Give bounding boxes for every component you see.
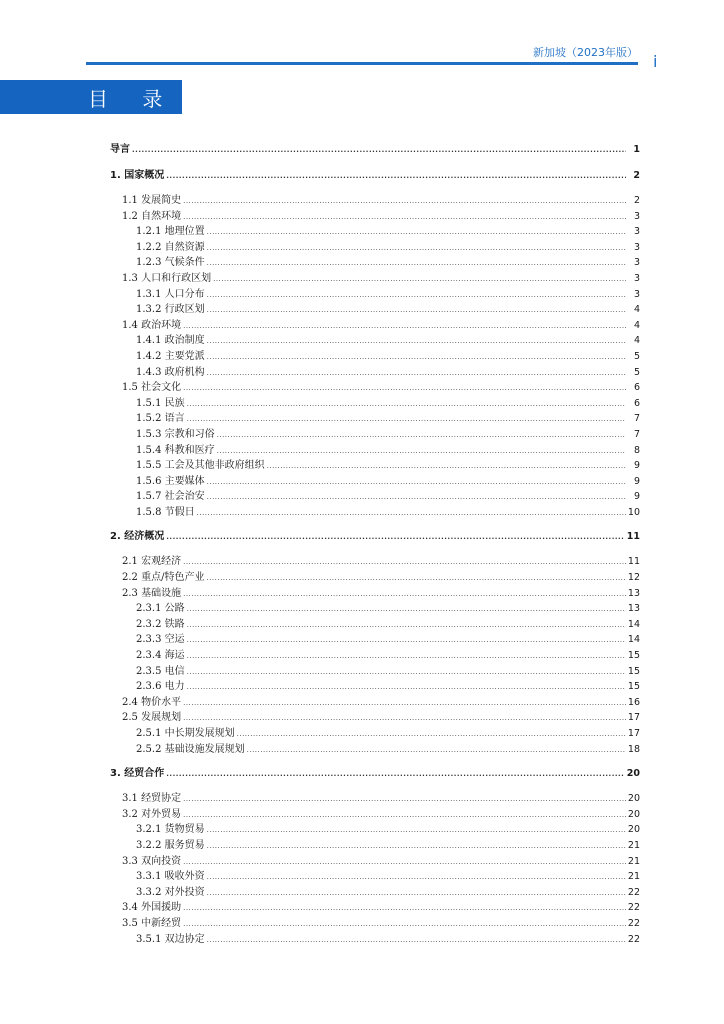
toc-entry-page: 4 [633,319,640,331]
toc-entry[interactable] [110,726,640,742]
toc-entry-page: 3 [633,257,640,269]
toc-entry-label: 1.5.6 主要媒体 [136,475,205,487]
toc-entry[interactable] [110,318,640,334]
toc-entry-label: 1.3.2 行政区划 [136,304,205,316]
toc-entry[interactable] [110,458,640,474]
toc-entry-page: 8 [633,444,640,456]
toc-entry-page: 16 [627,696,640,708]
toc-leader-dots [207,870,626,886]
toc-entry-label: 2.3.6 电力 [136,681,185,693]
toc-entry-page: 7 [633,428,640,440]
toc-entry-label: 1.2.1 地理位置 [136,226,205,238]
toc-entry[interactable] [110,193,640,209]
toc-leader-dots [187,397,626,413]
toc-entry[interactable] [110,255,640,271]
toc-entry-page: 11 [626,531,640,543]
toc-spacer [110,546,640,554]
toc-entry-page: 14 [627,634,640,646]
toc-leader-dots [207,256,626,272]
toc-leader-dots [207,225,626,241]
toc-entry[interactable] [110,240,640,256]
toc-entry[interactable] [110,224,640,240]
toc-leader-dots [237,727,626,743]
toc-entry[interactable] [110,765,640,783]
toc-leader-dots [183,381,626,397]
toc-entry[interactable] [110,648,640,664]
toc-entry-label: 2.3.1 公路 [136,603,185,615]
toc-entry[interactable] [110,932,640,948]
toc-leader-dots [187,633,626,649]
toc-entry[interactable] [110,822,640,838]
toc-leader-dots [197,506,626,522]
toc-leader-dots [166,528,625,546]
toc-entry-label: 1.5.4 科教和医疗 [136,444,215,456]
toc-leader-dots [183,696,626,712]
toc-leader-dots [247,743,626,759]
toc-entry-page: 22 [627,933,640,945]
toc-leader-dots [207,334,626,350]
toc-spacer [110,185,640,193]
toc-entry[interactable] [110,854,640,870]
toc-leader-dots [187,412,626,428]
toc-entry[interactable] [110,869,640,885]
toc-entry-page: 20 [627,824,640,836]
toc-entry-page: 9 [633,460,640,472]
toc-leader-dots [166,167,626,185]
toc-entry[interactable] [110,710,640,726]
toc-entry[interactable] [110,617,640,633]
toc-entry-page: 14 [627,618,640,630]
toc-entry-label: 2.4 物价水平 [122,696,182,708]
toc-entry[interactable] [110,380,640,396]
toc-leader-dots [183,194,626,210]
toc-entry-label: 1.5 社会文化 [122,382,182,394]
toc-leader-dots [187,680,626,696]
page-number: i [653,52,658,71]
toc-entry[interactable] [110,916,640,932]
toc-entry-label: 2.2 重点/特色产业 [122,572,205,584]
toc-heading: 目 录 [88,87,177,111]
toc-entry-label: 2.3.5 电信 [136,665,185,677]
toc-entry-page: 2 [633,195,640,206]
toc-leader-dots [187,649,626,665]
toc-leader-dots [267,459,626,475]
toc-entry[interactable] [110,365,640,381]
toc-leader-dots [166,765,625,783]
toc-leader-dots [183,855,626,871]
toc-entry-page: 10 [627,506,640,518]
toc-leader-dots [207,303,626,319]
toc-entry-label: 3.2.2 服务贸易 [136,839,205,851]
toc-entry[interactable] [110,333,640,349]
toc-entry-page: 9 [633,491,640,503]
toc-entry[interactable] [110,807,640,823]
toc-entry-label: 1.4.2 主要党派 [136,350,205,362]
toc-entry[interactable] [110,349,640,365]
toc-leader-dots [187,665,626,681]
toc-entry-label: 2.5 发展规划 [122,712,182,724]
toc-entry-page: 20 [627,808,640,820]
toc-entry-label: 2.1 宏观经济 [122,556,182,568]
toc-spacer [110,757,640,765]
toc-entry-page: 6 [633,382,640,394]
toc-entry[interactable] [110,505,640,521]
toc-leader-dots [183,587,626,603]
toc-entry-page: 21 [627,839,640,851]
toc-entry-label: 2.3.3 空运 [136,634,185,646]
toc-entry[interactable] [110,601,640,617]
toc-entry-label: 1.4 政治环境 [122,319,182,331]
toc-entry-page: 21 [627,855,640,867]
toc-leader-dots [183,917,626,933]
toc-leader-dots [183,210,626,226]
toc-entry[interactable] [110,695,640,711]
toc-entry-label: 2.3.4 海运 [136,650,185,662]
toc-entry[interactable] [110,141,640,159]
toc-entry-page: 7 [633,413,640,425]
toc-entry-page: 22 [627,886,640,898]
toc-leader-dots [207,366,626,382]
toc-entry-page: 12 [627,572,640,584]
toc-leader-dots [183,555,626,571]
toc-entry[interactable] [110,167,640,185]
toc-entry-label: 3.4 外国援助 [122,902,182,914]
toc-entry-page: 17 [627,712,640,724]
toc-spacer [110,783,640,791]
toc-entry-page: 20 [626,768,640,780]
toc-entry-page: 1 [633,144,640,155]
toc-entry[interactable] [110,271,640,287]
toc-entry-page: 22 [627,917,640,929]
toc-entry[interactable] [110,742,640,758]
toc-leader-dots [132,141,626,159]
toc-entry-page: 15 [627,681,640,693]
toc-leader-dots [207,490,626,506]
toc-entry-page: 3 [633,226,640,238]
toc-entry[interactable] [110,586,640,602]
toc-entry-page: 15 [627,665,640,677]
toc-leader-dots [207,241,626,257]
toc-entry[interactable] [110,632,640,648]
toc-entry-label: 2.3.2 铁路 [136,618,185,630]
toc-leader-dots [183,711,626,727]
toc-entry-label: 1.5.8 节假日 [136,506,195,518]
toc-entry-page: 13 [627,587,640,599]
toc-entry-label: 1.5.3 宗教和习俗 [136,428,215,440]
toc-entry-label: 1.5.5 工会及其他非政府组织 [136,460,265,472]
toc-entry[interactable] [110,570,640,586]
toc-entry-label: 1.3 人口和行政区划 [122,272,212,284]
toc-entry-label: 3.5.1 双边协定 [136,933,205,945]
toc-leader-dots [183,808,626,824]
toc-entry-page: 2 [633,170,640,181]
toc-leader-dots [207,933,626,949]
table-of-contents [110,141,640,947]
toc-entry[interactable] [110,302,640,318]
toc-entry-label: 1.4.3 政府机构 [136,366,205,378]
toc-entry-label: 1.2.3 气候条件 [136,257,205,269]
toc-entry-label: 2. 经济概况 [110,531,165,543]
toc-leader-dots [207,288,626,304]
toc-entry-label: 2.5.2 基础设施发展规划 [136,743,245,755]
toc-entry-page: 18 [627,743,640,755]
toc-entry[interactable] [110,287,640,303]
toc-entry-page: 13 [627,603,640,615]
toc-spacer [110,159,640,167]
toc-entry-label: 1.1 发展简史 [122,195,182,206]
toc-leader-dots [183,319,626,335]
toc-entry[interactable] [110,900,640,916]
toc-entry-label: 1.5.2 语言 [136,413,185,425]
toc-leader-dots [207,350,626,366]
toc-entry-label: 3.1 经贸协定 [122,793,182,805]
toc-entry-page: 22 [627,902,640,914]
toc-leader-dots [183,792,626,808]
toc-entry-page: 5 [633,366,640,378]
toc-banner [0,80,182,114]
toc-entry-label: 3. 经贸合作 [110,768,165,780]
toc-leader-dots [207,839,626,855]
toc-entry[interactable] [110,411,640,427]
toc-entry[interactable] [110,209,640,225]
toc-entry[interactable] [110,427,640,443]
toc-entry-label: 1.5.1 民族 [136,397,185,409]
toc-leader-dots [187,602,626,618]
toc-entry-page: 17 [627,728,640,739]
toc-leader-dots [207,823,626,839]
toc-entry-page: 21 [627,871,640,883]
toc-entry-label: 1.2.2 自然资源 [136,241,205,253]
header-rule [86,62,638,65]
toc-entry-label: 导言 [110,144,130,155]
toc-entry-page: 3 [633,288,640,300]
toc-leader-dots [217,444,626,460]
toc-entry[interactable] [110,528,640,546]
toc-entry-page: 5 [633,350,640,362]
toc-entry-label: 3.3.1 吸收外资 [136,871,205,883]
document-header-title: 新加坡（2023年版） [533,46,638,59]
toc-entry[interactable] [110,885,640,901]
toc-entry-page: 3 [633,241,640,253]
toc-entry[interactable] [110,474,640,490]
toc-entry[interactable] [110,791,640,807]
toc-entry[interactable] [110,443,640,459]
toc-entry[interactable] [110,679,640,695]
toc-entry[interactable] [110,838,640,854]
toc-spacer [110,520,640,528]
toc-entry-label: 3.2 对外贸易 [122,808,182,820]
toc-entry-page: 4 [633,335,640,347]
toc-entry-page: 3 [633,272,640,284]
toc-entry[interactable] [110,396,640,412]
toc-entry-page: 6 [633,397,640,409]
toc-entry-label: 1.4.1 政治制度 [136,335,205,347]
toc-entry-page: 15 [627,650,640,662]
toc-entry-page: 20 [627,793,640,805]
toc-entry[interactable] [110,554,640,570]
toc-leader-dots [187,618,626,634]
toc-entry-label: 3.3.2 对外投资 [136,886,205,898]
toc-leader-dots [206,571,625,587]
toc-entry-page: 4 [633,304,640,316]
toc-entry-label: 1.2 自然环境 [122,210,182,222]
toc-entry-label: 1.5.7 社会治安 [136,491,205,503]
toc-entry[interactable] [110,664,640,680]
toc-leader-dots [207,886,626,902]
toc-leader-dots [207,475,626,491]
toc-entry-page: 9 [633,475,640,487]
toc-leader-dots [183,901,626,917]
toc-entry-page: 3 [633,210,640,222]
toc-entry-label: 2.3 基础设施 [122,587,182,599]
toc-leader-dots [217,428,626,444]
toc-entry-label: 2.5.1 中长期发展规划 [136,728,235,739]
toc-entry-label: 1. 国家概况 [110,170,165,181]
toc-entry-label: 1.3.1 人口分布 [136,288,205,300]
toc-entry-page: 11 [627,556,640,568]
toc-entry[interactable] [110,489,640,505]
toc-leader-dots [213,272,626,288]
toc-entry-label: 3.5 中新经贸 [122,917,182,929]
toc-entry-label: 3.3 双向投资 [122,855,182,867]
toc-entry-label: 3.2.1 货物贸易 [136,824,205,836]
